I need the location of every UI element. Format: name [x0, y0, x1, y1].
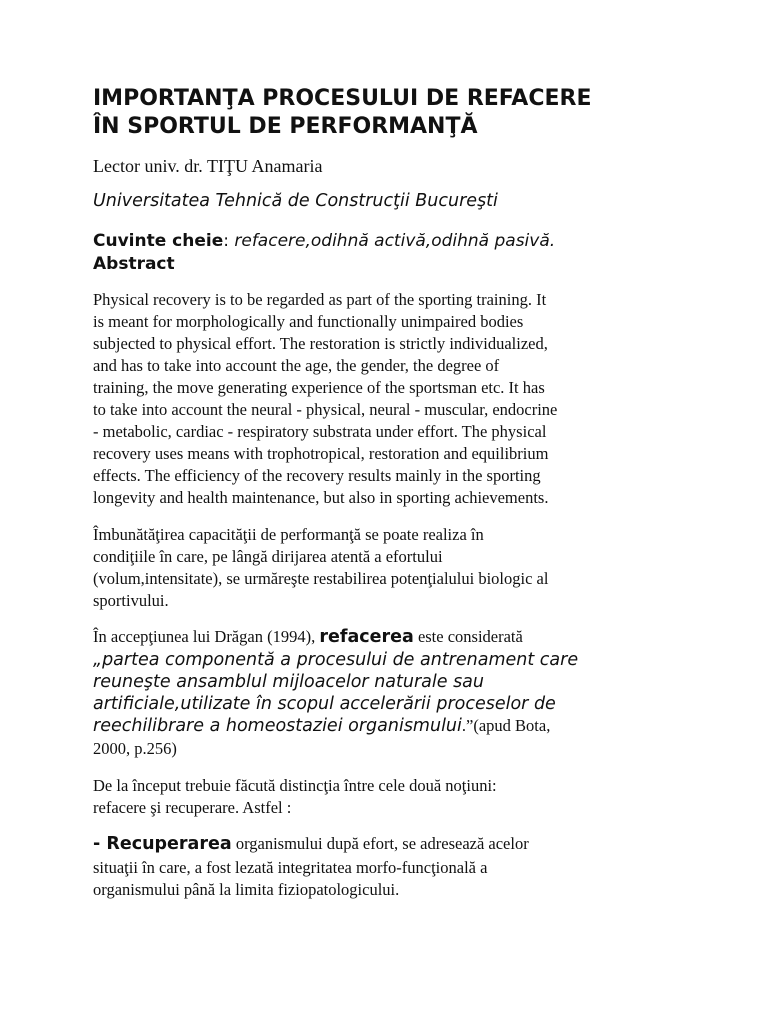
para2-quote-end: .” [461, 716, 474, 735]
abstract-line: longevity and health maintenance, but also in sporting achievements. [93, 488, 549, 507]
title-line-1: IMPORTANŢA PROCESULUI DE REFACERE [93, 86, 592, 111]
para2-quote-line: artificiale,utilizate în scopul accelerării proceselor de [93, 694, 556, 714]
para3-line: refacere şi recuperare. Astfel : [93, 798, 292, 817]
para2-quote-line: reechilibrare a homeostaziei organismului [93, 716, 462, 736]
para2-line-1 [93, 627, 523, 647]
para2-quote-last-line [93, 716, 550, 736]
abstract-line: effects. The efficiency of the recovery results mainly in the sporting [93, 466, 541, 485]
keywords-line [93, 231, 555, 251]
abstract-line: - metabolic, cardiac - respiratory substrata under effort. The physical [93, 422, 547, 441]
para1-line: sportivului. [93, 591, 169, 610]
para2-intro: În accepţiunea lui Drăgan (1994), [93, 627, 320, 646]
abstract-line: is meant for morphologically and functionally unimpaired bodies [93, 312, 524, 331]
para2-citation-end: 2000, p.256) [93, 739, 177, 758]
para3-line: De la început trebuie făcută distincţia între cele două noţiuni: [93, 776, 497, 795]
para2-quote-line: „partea componentă a procesului de antrenament care [93, 650, 579, 670]
para1-line: Îmbunătăţirea capacităţii de performanţă se poate realiza în [93, 525, 484, 544]
keywords-separator: : [223, 231, 235, 251]
affiliation: Universitatea Tehnică de Construcţii Bucureşti [93, 191, 498, 211]
abstract-line: subjected to physical effort. The restoration is strictly individualized, [93, 334, 548, 353]
para2-citation: (apud Bota, [473, 716, 551, 735]
title-line-2: ÎN SPORTUL DE PERFORMANŢĂ [93, 114, 478, 139]
para2-after-term: este considerată [413, 627, 523, 646]
para1-line: (volum,intensitate), se urmăreşte restabilirea potenţialului biologic al [93, 569, 549, 588]
para2-quote-line: reuneşte ansamblul mijloacelor naturale sau [93, 672, 484, 692]
para4-rest: organismului după efort, se adresează acelor [231, 834, 529, 853]
para1-line: condiţiile în care, pe lângă dirijarea atentă a efortului [93, 547, 443, 566]
author: Lector univ. dr. TIŢU Anamaria [93, 156, 323, 176]
abstract-line: recovery uses means with trophotropical, restoration and equilibrium [93, 444, 549, 463]
para2-term: refacerea [319, 627, 414, 647]
para4-lead: - Recuperarea [93, 834, 232, 854]
keywords-text: refacere,odihnă activă,odihnă pasivă. [234, 231, 556, 251]
abstract-line: and has to take into account the age, the gender, the degree of [93, 356, 500, 375]
abstract-line: training, the move generating experience of the sportsman etc. It has [93, 378, 545, 397]
abstract-line: Physical recovery is to be regarded as part of the sporting training. It [93, 290, 547, 309]
abstract-heading: Abstract [93, 254, 175, 274]
para4-line-1 [93, 834, 529, 854]
abstract-line: to take into account the neural - physical, neural - muscular, endocrine [93, 400, 558, 419]
keywords-label: Cuvinte cheie [93, 231, 224, 251]
para4-line: situaţii în care, a fost lezată integritatea morfo-funcţională a [93, 858, 488, 877]
para4-line: organismului până la limita fiziopatologicului. [93, 880, 400, 899]
